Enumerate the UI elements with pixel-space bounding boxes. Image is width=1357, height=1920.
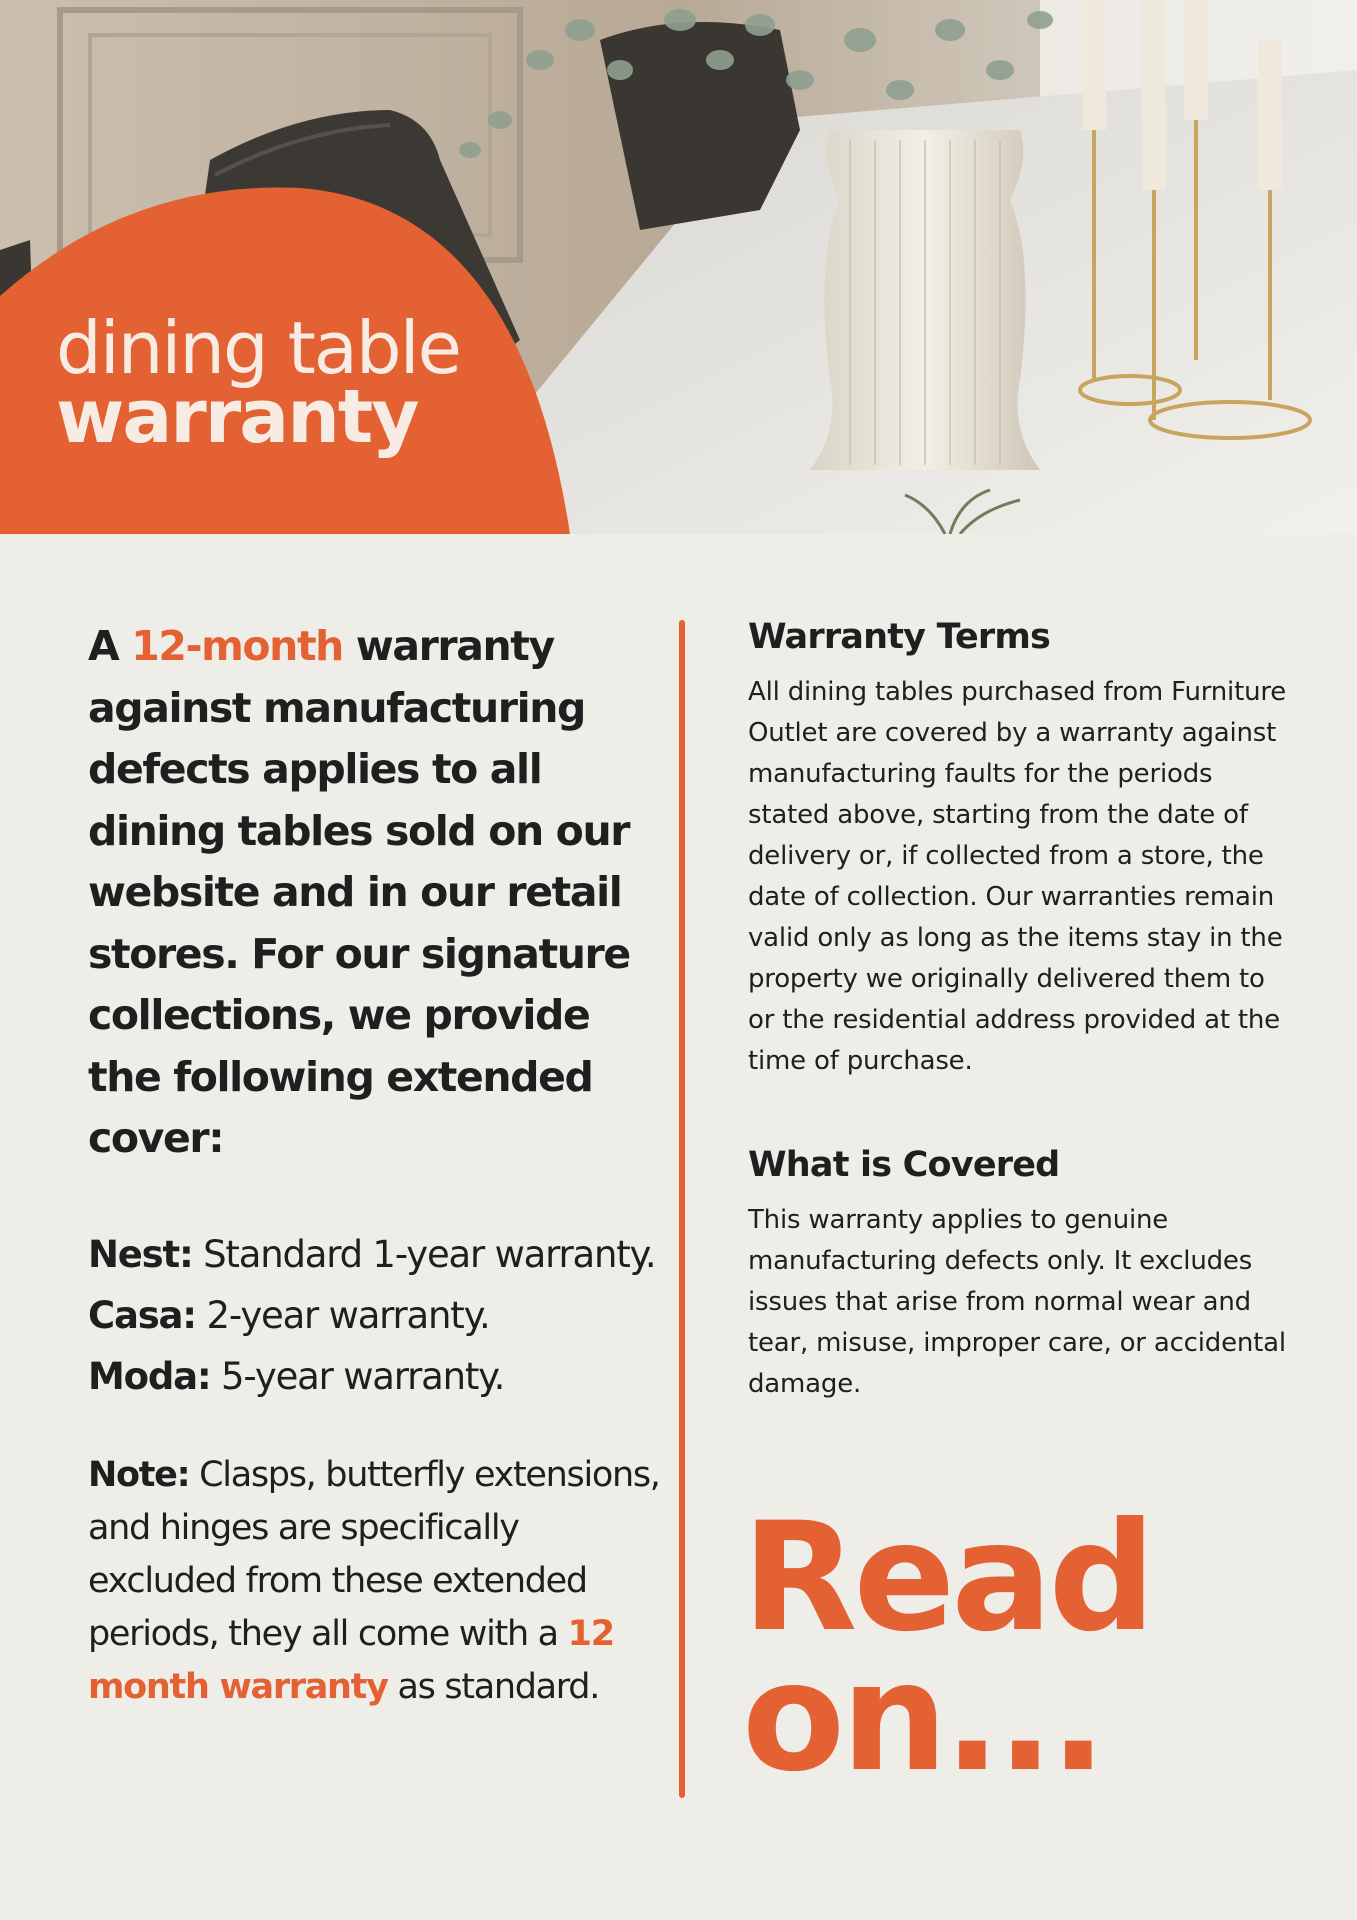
tier-name: Moda: (88, 1354, 211, 1398)
what-is-covered-section (748, 1140, 1288, 1405)
intro-rest: warranty against manufacturing defects applies to all dining tables sold on our website and in our retail stores. For our signature collections, we provide the following extended cover: (88, 622, 630, 1162)
intro-highlight: 12-month (131, 622, 343, 670)
tier-casa (88, 1285, 668, 1346)
read-on-line1: Read (742, 1491, 1152, 1665)
note-text: Clasps, butterfly extensions, and hinges are specifically excluded from these extended periods, they all come with a (88, 1454, 660, 1654)
warranty-tiers-list (88, 1224, 668, 1407)
tier-desc: 5-year warranty. (210, 1354, 505, 1398)
intro-prefix: A (88, 622, 132, 670)
right-column (748, 612, 1288, 1405)
tier-name: Nest: (88, 1232, 193, 1276)
warranty-terms-heading: Warranty Terms (748, 617, 1051, 657)
warranty-terms-body: All dining tables purchased from Furniture Outlet are covered by a warranty against manufacturing faults for the periods stated above, starting from the date of delivery or, if collected from a store, the date of collection. Our warranties remain valid only as long as the items stay in the property we originally delivered them to or the residential address provided at the time of purchase. (748, 677, 1287, 1076)
hero-title-line1: dining table (56, 306, 460, 390)
note-suffix: as standard. (387, 1666, 600, 1707)
tier-desc: 2-year warranty. (195, 1293, 490, 1337)
warranty-terms-section (748, 612, 1288, 1082)
tier-desc: Standard 1-year warranty. (192, 1232, 656, 1276)
note-paragraph (88, 1449, 668, 1714)
tier-name: Casa: (88, 1293, 196, 1337)
what-is-covered-heading: What is Covered (748, 1145, 1060, 1185)
tier-nest (88, 1224, 668, 1285)
tier-moda (88, 1346, 668, 1407)
hero-banner (0, 0, 1357, 534)
intro-paragraph (88, 616, 668, 1170)
left-column (88, 616, 668, 1714)
what-is-covered-body: This warranty applies to genuine manufacturing defects only. It excludes issues that arise from normal wear and tear, misuse, improper care, or accidental damage. (748, 1205, 1286, 1399)
read-on-callout (742, 1491, 1152, 1805)
column-divider (679, 620, 685, 1798)
note-label: Note: (88, 1454, 190, 1495)
note-highlight: 12 month warranty (88, 1613, 614, 1707)
hero-title (56, 306, 460, 460)
read-on-line2: on... (742, 1631, 1103, 1805)
hero-title-line2: warranty (56, 374, 418, 460)
